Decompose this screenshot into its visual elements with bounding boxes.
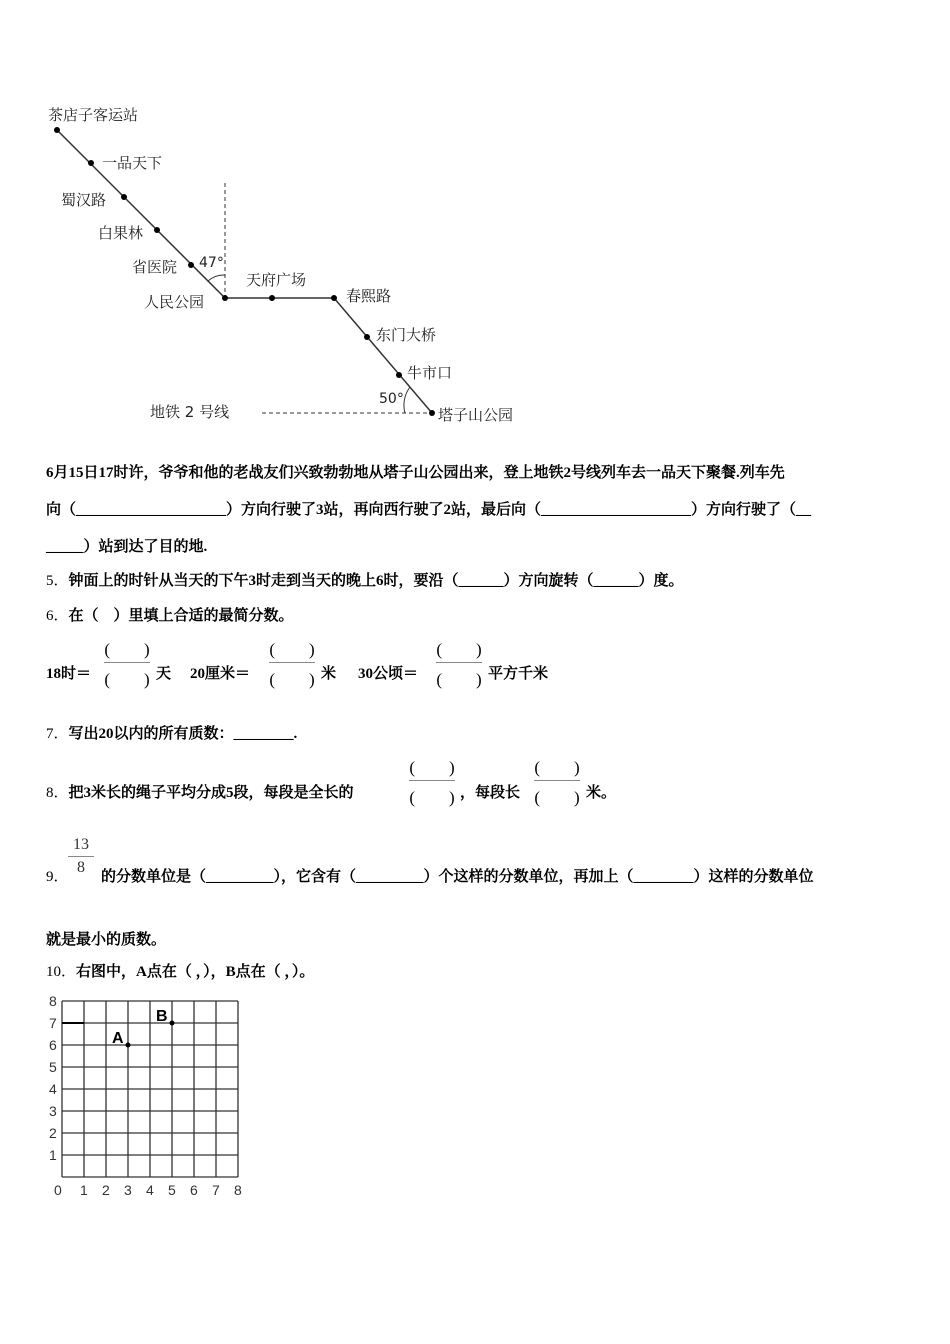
fraction-blank[interactable] xyxy=(434,635,484,690)
q6-item-unit: 天 xyxy=(156,666,172,682)
q8-text-b: ，每段长 xyxy=(460,785,521,801)
numerator-blank: ( ) xyxy=(269,640,315,659)
q6-item-unit: 米 xyxy=(321,666,337,682)
x-tick-label: 6 xyxy=(190,1182,198,1198)
q7-number: 7． xyxy=(46,726,69,742)
denominator: 8 xyxy=(77,859,85,876)
station-dot xyxy=(429,410,435,416)
station-label: 春熙路 xyxy=(346,287,392,305)
q9-text: 的分数单位是（_________），它含有（_________）个这样的分数单位，再加上（________）这样的分数单位 xyxy=(101,869,814,885)
denominator-blank: ( ) xyxy=(104,670,150,689)
y-tick-label: 3 xyxy=(49,1103,57,1119)
q4-line2: 向（____________________）方向行驶了3站，再向西行驶了2站，最后向（____________________）方向行驶了（__ xyxy=(46,502,812,518)
numerator-blank: ( ) xyxy=(409,758,455,777)
station-label: 人民公园 xyxy=(144,293,205,311)
station-label: 东门大桥 xyxy=(376,326,437,344)
station-label: 白果林 xyxy=(98,224,144,242)
q8-number: 8． xyxy=(46,785,69,801)
numerator: 13 xyxy=(73,836,89,853)
numerator-blank: ( ) xyxy=(104,640,150,659)
q8-text-c: 米。 xyxy=(586,785,617,801)
y-tick-label: 7 xyxy=(49,1015,57,1031)
y-tick-label: 1 xyxy=(49,1147,57,1163)
x-tick-label: 0 xyxy=(54,1182,62,1198)
denominator-blank: ( ) xyxy=(436,670,482,689)
y-tick-label: 6 xyxy=(49,1037,57,1053)
y-tick-label: 2 xyxy=(49,1125,57,1141)
q5-text: 钟面上的时针从当天的下午3时走到当天的晚上6时，要沿（______）方向旋转（______）度。 xyxy=(68,573,684,589)
q6-item-left: 30公顷＝ xyxy=(358,666,419,682)
station-label: 天府广场 xyxy=(246,271,307,289)
x-tick-label: 1 xyxy=(80,1182,88,1198)
point-A xyxy=(126,1043,131,1048)
numerator-blank: ( ) xyxy=(436,640,482,659)
coordinate-grid xyxy=(0,0,260,1210)
point-label: A xyxy=(112,1030,124,1047)
q4-line1: 6月15日17时许，爷爷和他的老战友们兴致勃勃地从塔子山公园出来，登上地铁2号线列车去一品天下聚餐.列车先 xyxy=(46,465,785,481)
x-tick-label: 2 xyxy=(102,1182,110,1198)
denominator-blank: ( ) xyxy=(269,670,315,689)
q6-text: 在（ ）里填上合适的最简分数。 xyxy=(68,608,294,624)
station-label: 塔子山公园 xyxy=(438,406,514,424)
q6-item-left: 20厘米＝ xyxy=(190,666,251,682)
q4-line3: _____）站到达了目的地. xyxy=(46,539,208,555)
fraction-blank[interactable] xyxy=(267,635,317,690)
q6-number: 6． xyxy=(46,608,69,624)
x-tick-label: 7 xyxy=(212,1182,220,1198)
station-label: 省医院 xyxy=(132,258,178,276)
station-label: 一品天下 xyxy=(102,154,163,172)
y-tick-label: 5 xyxy=(49,1059,57,1075)
q7-text: 写出20以内的所有质数：________. xyxy=(68,726,298,742)
station-label: 茶店子客运站 xyxy=(48,106,139,124)
station-dot xyxy=(396,372,402,378)
point-B xyxy=(170,1021,175,1026)
fraction-blank[interactable] xyxy=(532,753,582,808)
q10-number: 10． xyxy=(46,964,77,980)
x-tick-label: 5 xyxy=(168,1182,176,1198)
denominator-blank: ( ) xyxy=(409,788,455,807)
q10-text: 右图中，A点在（ ，），B点在（ ，）。 xyxy=(76,964,315,980)
point-label: B xyxy=(156,1008,168,1025)
q9-line2: 就是最小的质数。 xyxy=(46,932,167,948)
line-name: 地铁 2 号线 xyxy=(150,403,230,421)
y-tick-label: 8 xyxy=(49,993,57,1009)
q6-item-unit: 平方千米 xyxy=(488,666,549,682)
q9-number: 9． xyxy=(46,869,69,885)
station-dot xyxy=(364,334,370,340)
station-dot xyxy=(331,295,337,301)
x-tick-label: 4 xyxy=(146,1182,154,1198)
station-label: 牛市口 xyxy=(407,364,453,382)
q8-text-a: 把3米长的绳子平均分成5段，每段是全长的 xyxy=(68,785,354,801)
denominator-blank: ( ) xyxy=(534,788,580,807)
angle-label: 47° xyxy=(199,255,224,271)
q5-number: 5． xyxy=(46,573,69,589)
x-tick-label: 3 xyxy=(124,1182,132,1198)
station-dot xyxy=(269,295,275,301)
angle-label: 50° xyxy=(379,391,404,407)
x-tick-label: 8 xyxy=(234,1182,242,1198)
numerator-blank: ( ) xyxy=(534,758,580,777)
q6-item-left: 18时＝ xyxy=(46,666,92,682)
station-label: 蜀汉路 xyxy=(61,191,107,209)
fraction-blank[interactable] xyxy=(407,753,457,808)
y-tick-label: 4 xyxy=(49,1081,57,1097)
